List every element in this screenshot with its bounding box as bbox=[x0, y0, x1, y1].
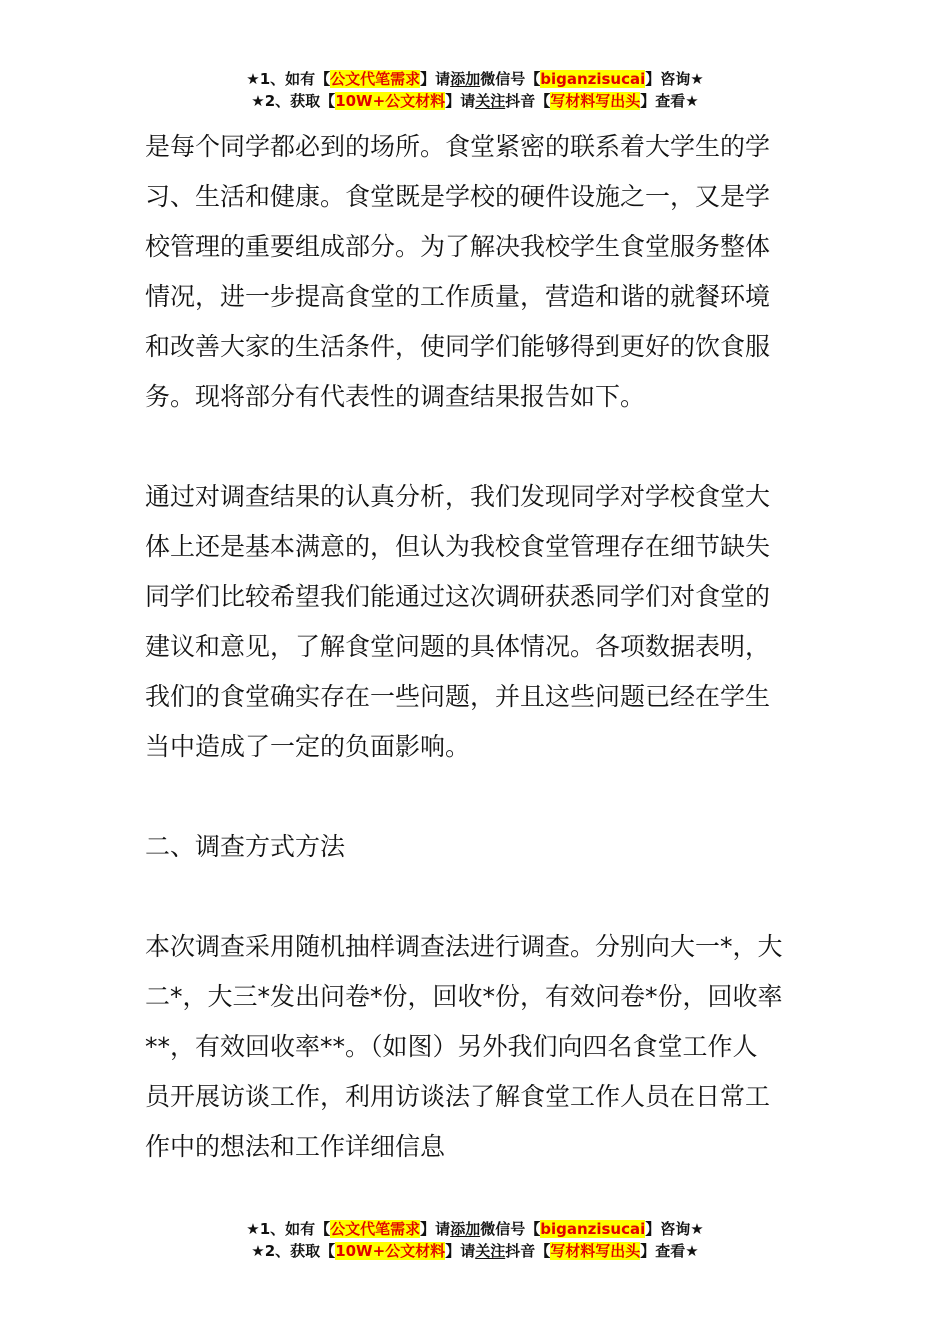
text-line: 当中造成了一定的负面影响。 bbox=[145, 732, 471, 761]
text-line: 同学们比较希望我们能通过这次调研获悉同学们对食堂的 bbox=[145, 582, 771, 611]
banner-line-2: ★2、获取【10W+公文材料】请关注抖音【写材料写出头】查看★ bbox=[251, 1242, 699, 1260]
text-line: **，有效回收率**。（如图）另外我们向四名食堂工作人 bbox=[145, 1032, 758, 1061]
text-line: 情况，进一步提高食堂的工作质量，营造和谐的就餐环境 bbox=[145, 282, 771, 311]
text-line: 校管理的重要组成部分。为了解决我校学生食堂服务整体 bbox=[145, 232, 771, 261]
banner-highlight: 写材料写出头 bbox=[550, 1242, 641, 1260]
paragraph-canteen-intro bbox=[145, 122, 810, 422]
text-line: 我们的食堂确实存在一些问题，并且这些问题已经在学生 bbox=[145, 682, 771, 711]
banner-highlight: 公文代笔需求 bbox=[330, 1220, 421, 1238]
text-line: 是每个同学都必到的场所。食堂紧密的联系着大学生的学 bbox=[145, 132, 771, 161]
banner-line-2: ★2、获取【10W+公文材料】请关注抖音【写材料写出头】查看★ bbox=[251, 92, 699, 110]
paragraph-analysis bbox=[145, 472, 810, 772]
banner-highlight: 写材料写出头 bbox=[550, 92, 641, 110]
document-body bbox=[145, 122, 810, 1172]
banner-underline: 添加 bbox=[450, 70, 481, 88]
banner-line-1: ★1、如有【公文代笔需求】请添加微信号【biganzisucai】咨询★ bbox=[246, 1220, 704, 1238]
text-line: 建议和意见，了解食堂问题的具体情况。各项数据表明， bbox=[145, 632, 771, 661]
text-line: 务。现将部分有代表性的调查结果报告如下。 bbox=[145, 382, 646, 411]
banner-highlight: biganzisucai bbox=[540, 1220, 646, 1238]
banner-highlight: 10W+公文材料 bbox=[335, 1242, 446, 1260]
paragraph-spacer bbox=[145, 872, 810, 922]
header-banner bbox=[0, 68, 950, 112]
paragraph-spacer bbox=[145, 772, 810, 822]
text-line: 员开展访谈工作，利用访谈法了解食堂工作人员在日常工 bbox=[145, 1082, 771, 1111]
text-line: 体上还是基本满意的，但认为我校食堂管理存在细节缺失 bbox=[145, 532, 771, 561]
banner-underline: 添加 bbox=[450, 1220, 481, 1238]
paragraph-spacer bbox=[145, 422, 810, 472]
banner-underline: 关注 bbox=[475, 92, 506, 110]
text-line: 通过对调查结果的认真分析，我们发现同学对学校食堂大 bbox=[145, 482, 771, 511]
text-line: 作中的想法和工作详细信息 bbox=[145, 1132, 446, 1161]
text-line: 习、生活和健康。食堂既是学校的硬件设施之一，又是学 bbox=[145, 182, 771, 211]
banner-highlight: 公文代笔需求 bbox=[330, 70, 421, 88]
section-heading: 二、调查方式方法 bbox=[145, 832, 346, 861]
text-line: 二*，大三*发出问卷*份，回收*份，有效问卷*份，回收率 bbox=[145, 982, 783, 1011]
banner-underline: 关注 bbox=[475, 1242, 506, 1260]
banner-highlight: 10W+公文材料 bbox=[335, 92, 446, 110]
text-line: 本次调查采用随机抽样调查法进行调查。分别向大一*，大 bbox=[145, 932, 783, 961]
banner-line-1: ★1、如有【公文代笔需求】请添加微信号【biganzisucai】咨询★ bbox=[246, 70, 704, 88]
banner-highlight: biganzisucai bbox=[540, 70, 646, 88]
paragraph-methods bbox=[145, 922, 810, 1172]
footer-banner bbox=[0, 1218, 950, 1262]
text-line: 和改善大家的生活条件，使同学们能够得到更好的饮食服 bbox=[145, 332, 771, 361]
